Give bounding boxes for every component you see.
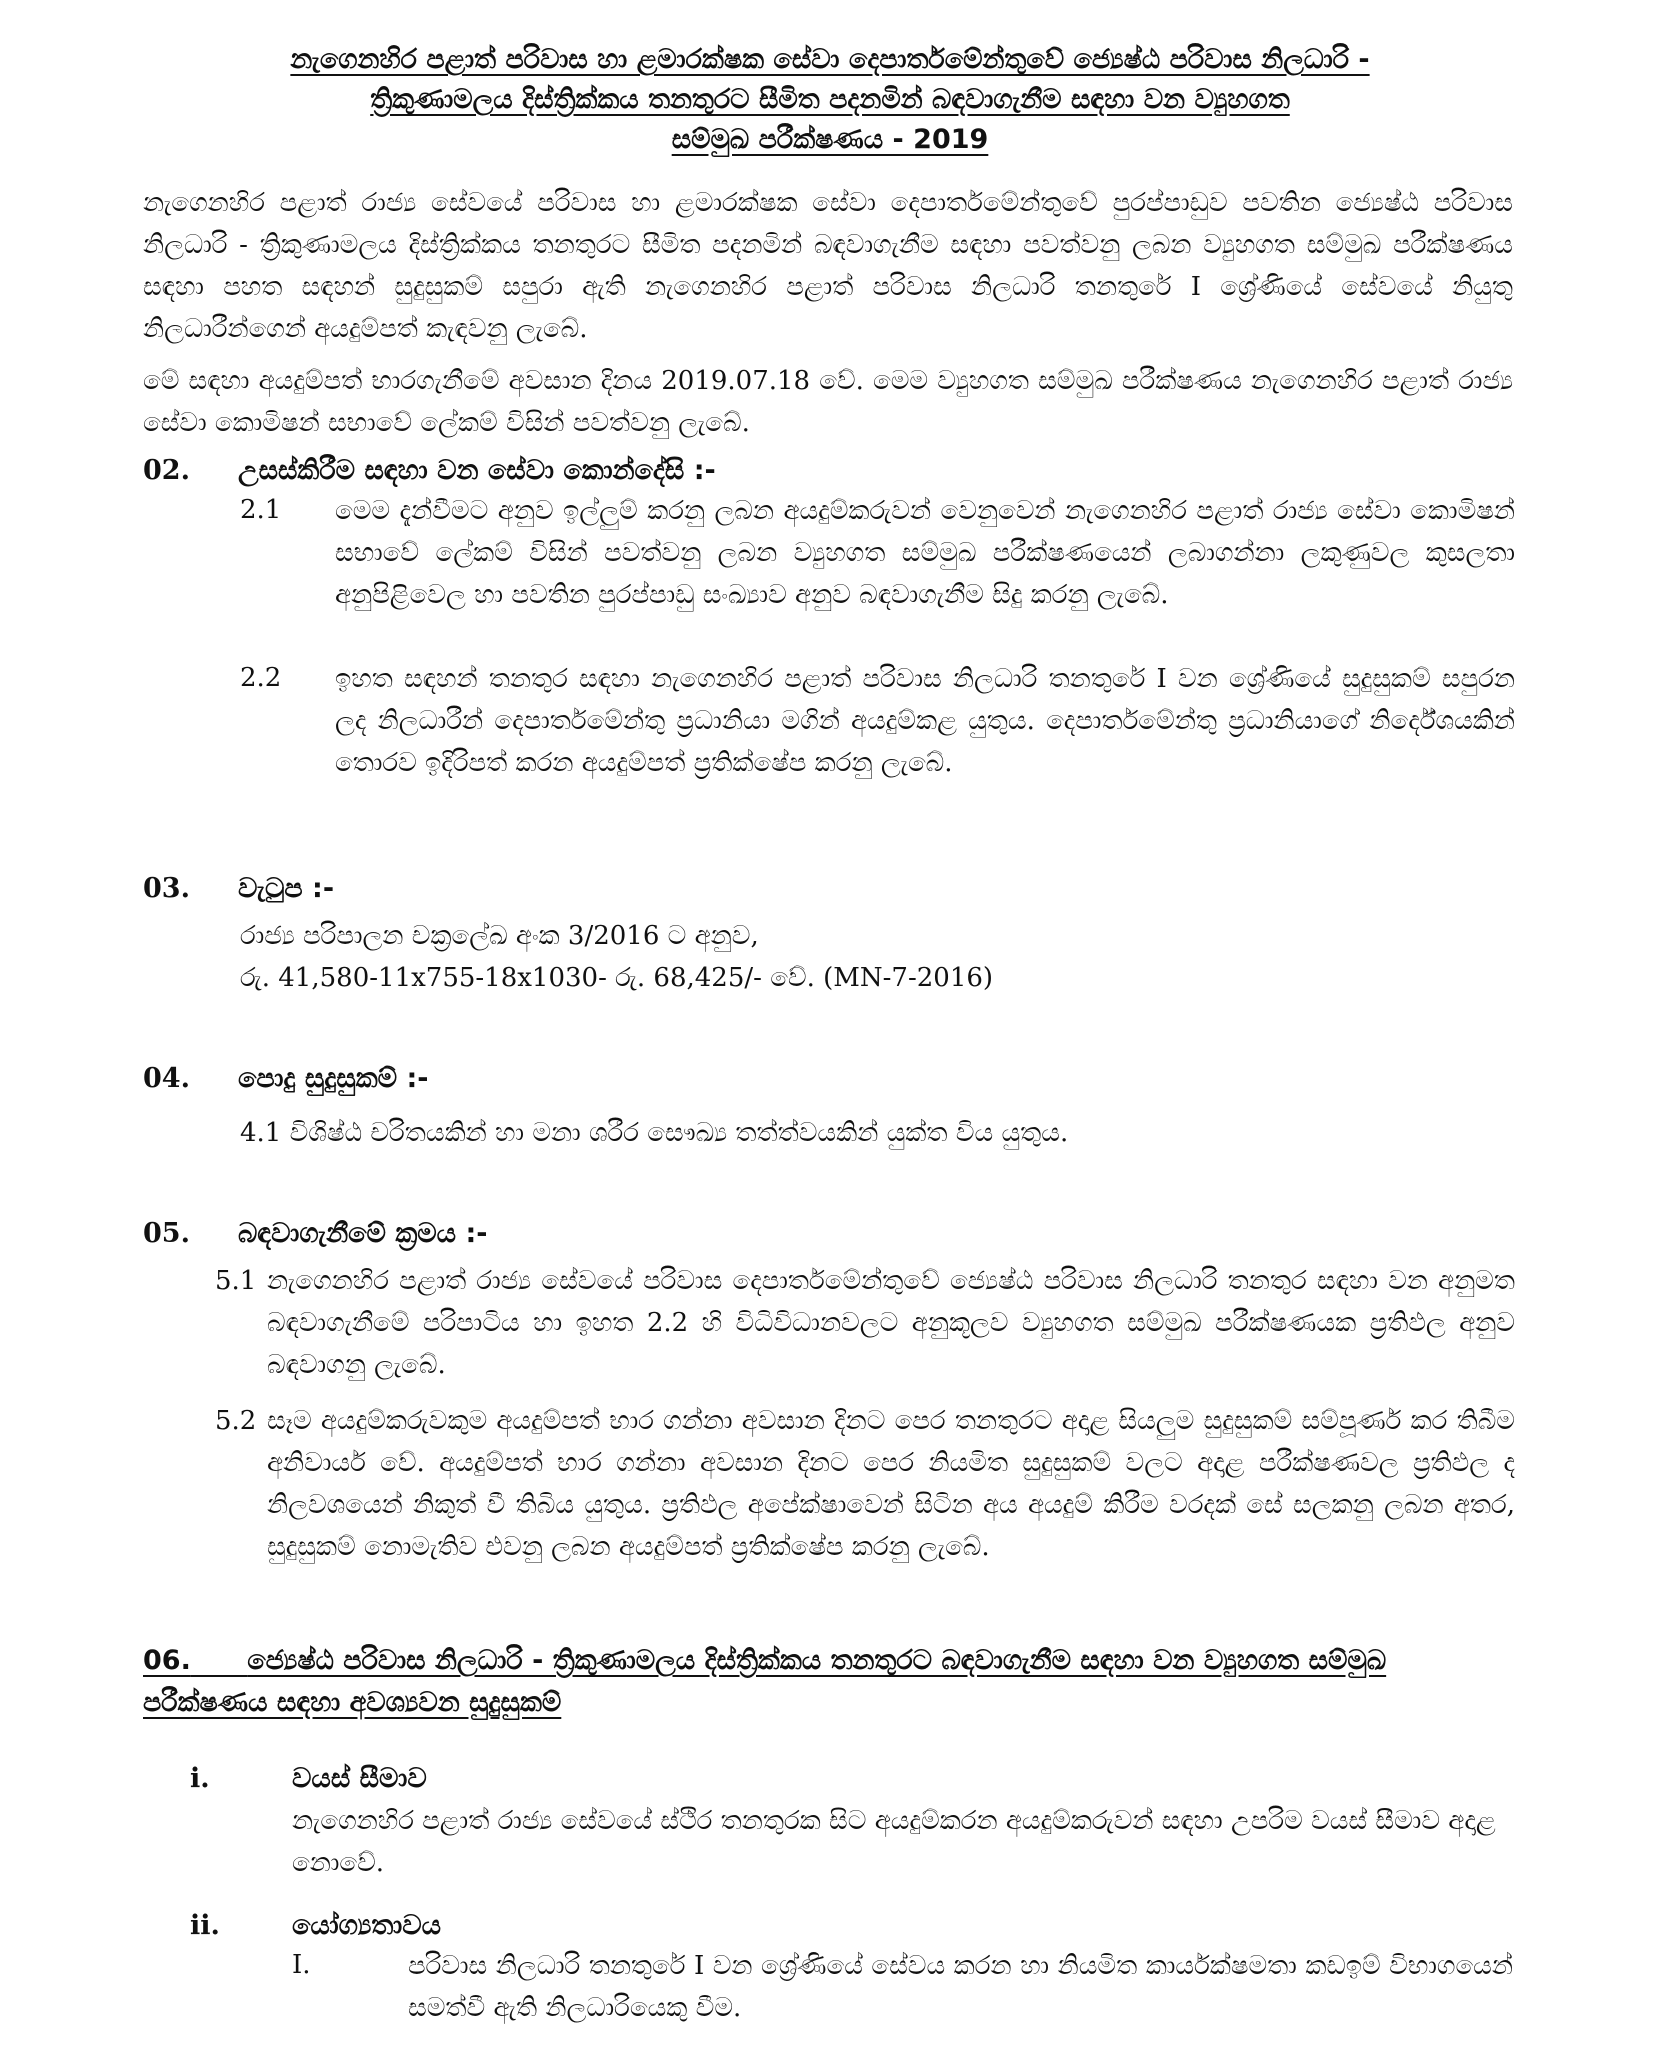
section-04-title: පොදු සුදුසුකම් :- (238, 1063, 429, 1094)
subsection-i-title: වයස් සීමාව (292, 1763, 427, 1794)
item-2-2-number: 2.2 (240, 663, 282, 693)
section-05-number: 05. (143, 1218, 190, 1249)
intro-paragraph-2: මේ සඳහා අයදුම්පත් භාරගැනීමේ අවසාන දිනය 2019.07.18 වේ. මෙම ව්‍යුහගත සම්මුඛ පරීක්ෂණය නැගෙනහිර පළාත් රාජ්‍ය සේවා කොමිෂන් සභාවේ ලේකම් විසින් පවත්වනු ලැබේ. (143, 366, 1513, 438)
item-5-1-number: 5.1 (215, 1266, 257, 1296)
subsection-ii-number: ii. (190, 1910, 220, 1941)
title-line-2: ත්‍රිකුණාමලය දිස්ත්‍රික්කය තනතුරට සීමිත පදනමින් බඳවාගැනීම සඳහා වන ව්‍යුහගත (370, 84, 1290, 115)
salary-line-2: රු. 41,580-11x755-18x1030- රු. 68,425/- වේ. (MN-7-2016) (240, 963, 994, 993)
section-06-heading (143, 1640, 1513, 1724)
section-06-title: ජ්‍යෙෂ්ඨ පරිවාස නිලධාරි - ත්‍රිකුණාමලය දිස්ත්‍රික්කය තනතුරට බඳවාගැනීම සඳහා වන ව්‍යුහගත සම්මුඛ පරීක්ෂණය සඳහා අවශ්‍යවන සුදුසුකම් (143, 1645, 1387, 1718)
item-5-2-text: සෑම අයදුම්කරුවකුම අයදුම්පත් භාර ගන්නා අවසාන දිනට පෙර තනතුරට අදාළ සියලුම සුදුසුකම් සම්පූර්ණ කර තිබීම අනිවාර්ය වේ. අයදුම්පත් භාර ගන්නා අවසාන දිනට පෙර නියමිත සුදුසුකම් වලට අදාළ පරීක්ෂණවල ප්‍රතිඵල ද නිලවශයෙන් නිකුත් වී තිබිය යුතුය. ප්‍රතිඵල අපේක්ෂාවෙන් සිටින අය අයදුම් කිරීම වරදක් සේ සලකනු ලබන අතර, සුදුසුකම් නොමැතිව එවනු ලබන අයදුම්පත් ප්‍රතික්ෂේප කරනු ලැබේ. (267, 1406, 1515, 1562)
subsection-ii-item-text: පරිවාස නිලධාරි තනතුරේ I වන ශ්‍රේණියේ සේවය කරන හා නියමිත කාර්යක්ෂමතා කඩඉම් විභාගයෙන් සමත්වී ඇති නිලධාරියෙකු වීම. (408, 1951, 1513, 2023)
section-03-number: 03. (143, 873, 190, 904)
subsection-ii-item-number: I. (292, 1950, 311, 1980)
salary-line-1: රාජ්‍ය පරිපාලන චක්‍රලේඛ අංක 3/2016 ට අනුව, (240, 921, 759, 951)
item-5-2 (215, 1400, 1515, 1568)
subsection-i-number: i. (190, 1763, 210, 1794)
section-04-number: 04. (143, 1063, 190, 1094)
title-line-3: සම්මුඛ පරීක්ෂණය - 2019 (671, 124, 989, 155)
title-line-1: නැගෙනහිර පළාත් පරිවාස හා ළමාරක්ෂක සේවා දෙපාර්තමේන්තුවේ ජ්‍යෙෂ්ඨ පරිවාස නිලධාරි - (290, 44, 1370, 75)
subsection-i-text: නැගෙනහිර පළාත් රාජ්‍ය සේවයේ ස්ථිර තනතුරක සිට අයදුම්කරන අයදුම්කරුවන් සඳහා උපරිම වයස් සීමාව අදාළ නොවේ. (292, 1806, 1496, 1878)
general-qualification-4-1: 4.1 විශිෂ්ඨ චරිතයකින් හා මනා ශරීර සෞඛ්‍ය තත්ත්වයකින් යුක්ත විය යුතුය. (240, 1118, 1069, 1148)
section-05-title: බඳවාගැනීමේ ක්‍රමය :- (238, 1218, 488, 1249)
item-5-1-text: නැගෙනහිර පළාත් රාජ්‍ය සේවයේ පරිවාස දෙපාර්තමේන්තුවේ ජ්‍යෙෂ්ඨ පරිවාස නිලධාරි තනතුර සඳහා වන අනුමත බඳවාගැනීමේ පරිපාටිය හා ඉහත 2.2 හි විධිවිධානවලට අනුකූලව ව්‍යුහගත සම්මුඛ පරීක්ෂණයක ප්‍රතිඵල අනුව බඳවාගනු ලැබේ. (267, 1266, 1515, 1380)
document-title (200, 40, 1460, 160)
section-06-number: 06. (143, 1645, 191, 1676)
section-03-title: වැටුප :- (238, 873, 335, 904)
item-5-2-number: 5.2 (215, 1406, 257, 1436)
subsection-ii-title: යෝග්‍යතාවය (292, 1910, 442, 1941)
item-2-2-text: ඉහත සඳහන් තනතුර සඳහා නැගෙනහිර පළාත් පරිවාස නිලධාරි තනතුරේ I වන ශ්‍රේණියේ සුදුසුකම් සපුරන ලද නිලධාරීන් දෙපාර්තමේන්තු ප්‍රධානියා මගින් අයදුම්කළ යුතුය. දෙපාර්තමේන්තු ප්‍රධානියාගේ නිර්දේශයකින් තොරව ඉදිරිපත් කරන අයදුම්පත් ප්‍රතික්ෂේප කරනු ලැබේ. (335, 664, 1515, 778)
section-02-number: 02. (143, 455, 190, 486)
item-2-1-text: මෙම දැන්වීමට අනුව ඉල්ලුම් කරනු ලබන අයදුම්කරුවන් වෙනුවෙන් නැගෙනහිර පළාත් රාජ්‍ය සේවා කොමිෂන් සභාවේ ලේකම් විසින් පවත්වනු ලබන ව්‍යුහගත සම්මුඛ පරීක්ෂණයෙන් ලබාගන්නා ලකුණුවල කුසලතා අනුපිළිවෙල හා පවතින පුරප්පාඩු සංඛ්‍යාව අනුව බඳවාගැනීම සිදු කරනු ලැබේ. (335, 496, 1515, 610)
item-2-1-number: 2.1 (240, 495, 282, 525)
intro-paragraph-1: නැගෙනහිර පළාත් රාජ්‍ය සේවයේ පරිවාස හා ළමාරක්ෂක සේවා දෙපාර්තමේන්තුවේ පුරප්පාඩුව පවතින ජ්‍යෙෂ්ඨ පරිවාස නිලධාරි - ත්‍රිකුණාමලය දිස්ත්‍රික්කය තනතුරට සීමිත පදනමින් බඳවාගැනීම සඳහා පවත්වනු ලබන ව්‍යුහගත සම්මුඛ පරීක්ෂණය සඳහා පහත සඳහන් සුදුසුකම් සපුරා ඇති නැගෙනහිර පළාත් පරිවාස නිලධාරි තනතුරේ I ශ්‍රේණියේ සේවයේ නියුතු නිලධාරීන්ගෙන් අයදුම්පත් කැඳවනු ලැබේ. (143, 188, 1513, 344)
item-5-1 (215, 1260, 1515, 1386)
section-02-title: උසස්කිරීම සඳහා වන සේවා කොන්දේසි :- (238, 455, 716, 486)
